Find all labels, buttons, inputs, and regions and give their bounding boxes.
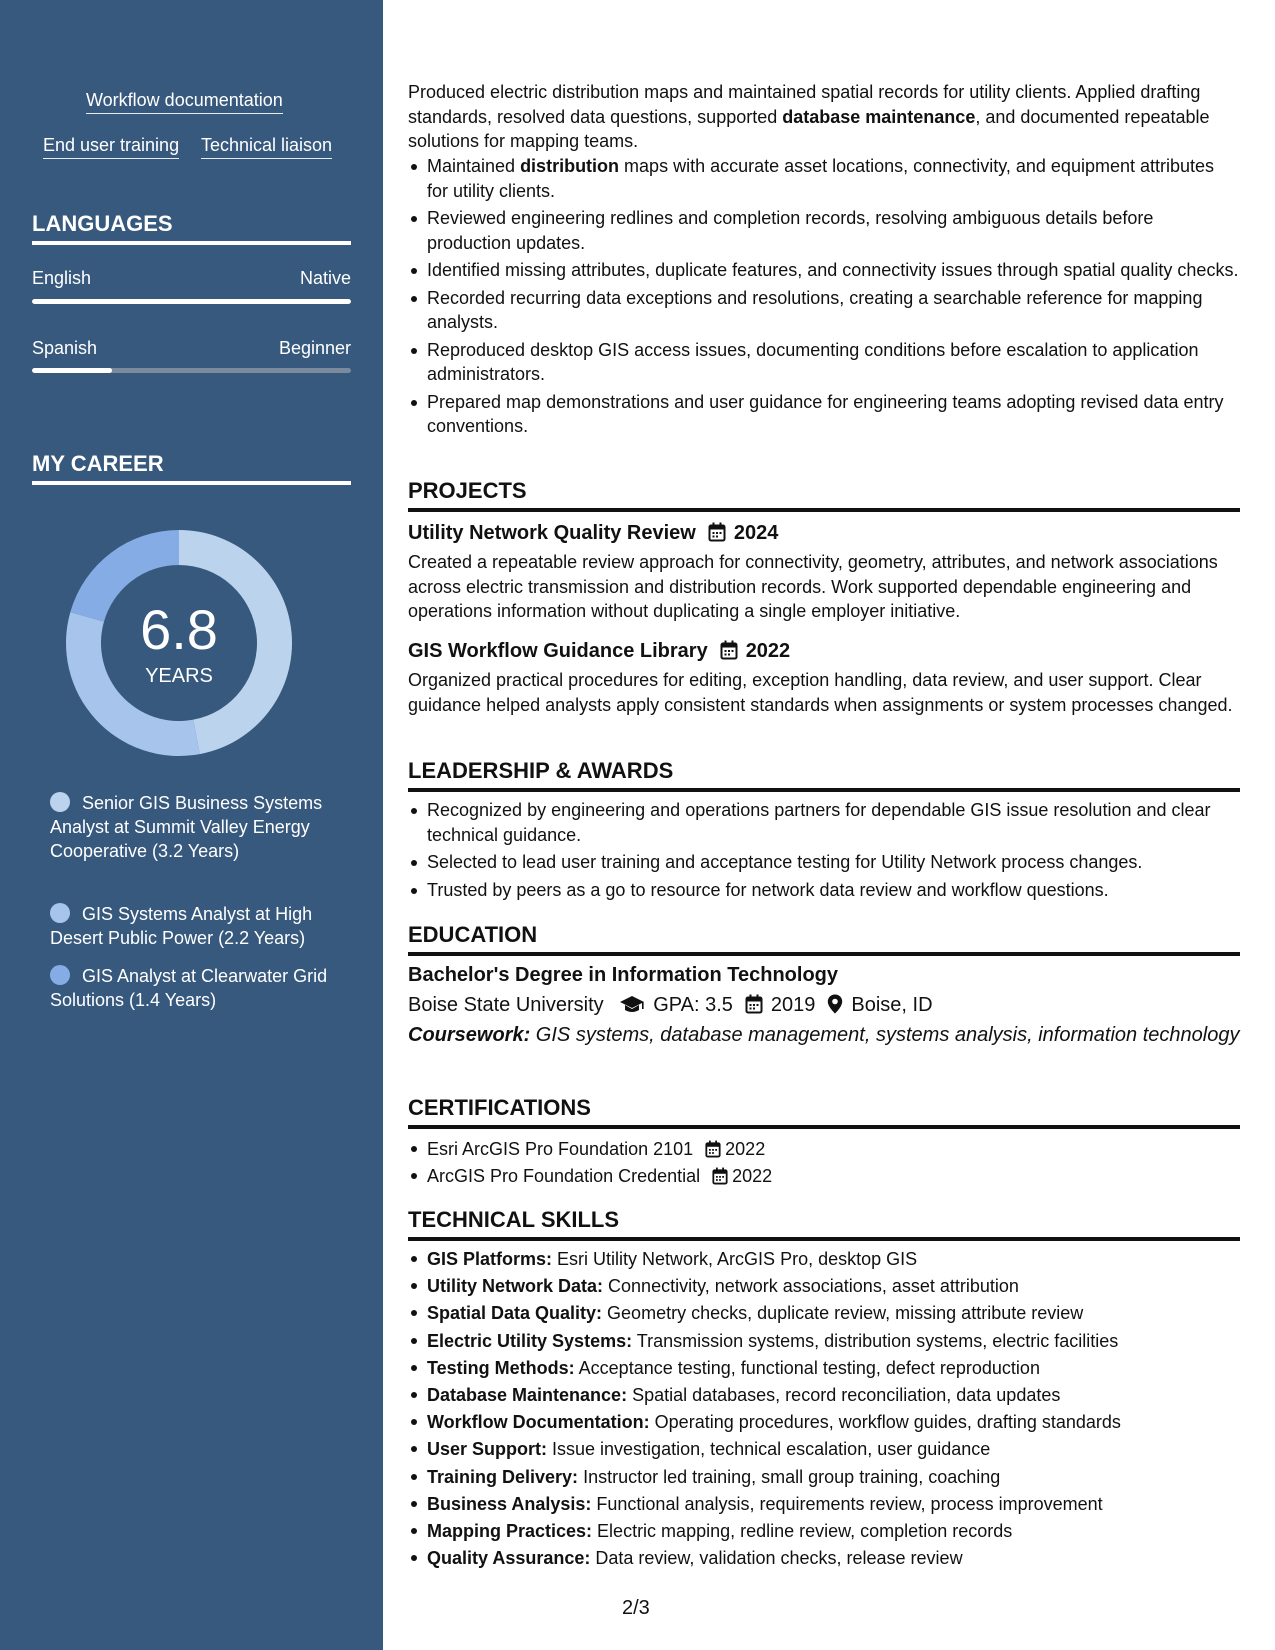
graduation-cap-icon: [619, 994, 645, 1014]
experience-bullets: [408, 154, 1240, 439]
list-item: [408, 1491, 1240, 1518]
list-item: [408, 154, 1240, 203]
list-item: Reproduced desktop GIS access issues, documenting conditions before escalation to application administrators.: [408, 338, 1240, 387]
list-item: [408, 1545, 1240, 1572]
skill-category: Electric Utility Systems:: [427, 1330, 633, 1351]
career-total-years: 6.8: [140, 598, 218, 661]
list-item: [408, 1273, 1240, 1300]
list-item: [408, 1464, 1240, 1491]
project-description-1: Created a repeatable review approach for connectivity, geometry, attributes, and network associations across electric transmission and distribution records. Work supported dependable engineering and operations information without duplicating a single employer initiative.: [408, 552, 1218, 621]
skill-values: Data review, validation checks, release review: [590, 1548, 963, 1569]
calendar-icon: [745, 994, 763, 1014]
coursework-label: Coursework:: [408, 1024, 531, 1046]
skill-category: Business Analysis:: [427, 1493, 592, 1514]
project-title-text: GIS Workflow Guidance Library: [408, 640, 708, 662]
career-item-1: [50, 791, 340, 863]
skill-category: Workflow Documentation:: [427, 1412, 650, 1433]
school-name: Boise State University: [408, 994, 604, 1016]
list-item: Prepared map demonstrations and user guidance for engineering teams adopting revised data entry conventions.: [408, 390, 1240, 439]
language-bar-english: [32, 299, 351, 304]
certification-name: ArcGIS Pro Foundation Credential: [427, 1166, 701, 1186]
list-item: Recorded recurring data exceptions and resolutions, creating a searchable reference for mapping analysts.: [408, 286, 1240, 335]
skill-category: User Support:: [427, 1439, 548, 1460]
skill-values: Operating procedures, workflow guides, drafting standards: [649, 1412, 1121, 1433]
skill-category: GIS Platforms:: [427, 1249, 553, 1269]
leadership-heading: LEADERSHIP & AWARDS: [408, 758, 1240, 792]
list-item: [408, 1163, 1240, 1189]
education-heading: EDUCATION: [408, 922, 1240, 956]
language-level: Native: [299, 268, 351, 288]
skill-values: Connectivity, network associations, asset attribution: [603, 1276, 1019, 1297]
skill-category: Database Maintenance:: [427, 1385, 628, 1406]
list-item: [408, 1136, 1240, 1162]
skill-category: Utility Network Data:: [427, 1276, 604, 1297]
list-item: Trusted by peers as a go to resource for network data review and workflow questions.: [408, 878, 1240, 903]
list-item: [408, 1246, 1240, 1273]
skill-values: Instructor led training, small group training, coaching: [578, 1466, 1001, 1487]
skill-values: Functional analysis, requirements review, process improvement: [591, 1493, 1103, 1514]
skill-values: Acceptance testing, functional testing, defect reproduction: [574, 1357, 1040, 1378]
project-description-2: Organized practical procedures for editing, exception handling, data review, and user support. Clear guidance helped analysts apply consistent standards when assignments or system processes changed.: [408, 670, 1233, 715]
language-level: Beginner: [278, 338, 351, 358]
bullet-bold: distribution: [520, 156, 620, 176]
language-bar-fill: [32, 299, 351, 304]
summary-text-end: , and documented repeatable solutions for mapping teams.: [408, 106, 1210, 151]
certifications-heading: CERTIFICATIONS: [408, 1095, 1240, 1129]
certification-year: 2022: [725, 1139, 766, 1159]
graduation-year: 2019: [770, 994, 816, 1016]
list-item: [408, 1355, 1240, 1382]
page-number: 2/3: [622, 1597, 650, 1619]
career-item-3: [50, 964, 340, 1012]
degree-title: Bachelor's Degree in Information Technology: [408, 964, 839, 986]
gpa: GPA: 3.5: [653, 994, 733, 1016]
language-bar-spanish: [32, 368, 351, 373]
summary-bold: database maintenance: [782, 106, 976, 127]
skill-category: Spatial Data Quality:: [427, 1303, 603, 1324]
project-title-text: Utility Network Quality Review: [408, 522, 696, 544]
certification-name: Esri ArcGIS Pro Foundation 2101: [427, 1139, 694, 1159]
leadership-bullets: [408, 798, 1240, 902]
career-heading: MY CAREER: [32, 451, 351, 485]
skill-values: Transmission systems, distribution systems, electric facilities: [632, 1330, 1119, 1351]
language-name: Spanish: [32, 338, 98, 358]
calendar-icon: [720, 640, 738, 660]
skill-values: Issue investigation, technical escalation, user guidance: [547, 1439, 991, 1460]
skills-list: [408, 1246, 1240, 1572]
skill-category: Mapping Practices:: [427, 1521, 593, 1542]
list-item: Selected to lead user training and acceptance testing for Utility Network process changes.: [408, 850, 1240, 875]
calendar-icon: [705, 1140, 721, 1158]
bullet-text-end: maps with accurate asset locations, connectivity, and equipment attributes for utility clients.: [427, 156, 1215, 201]
legend-dot: [50, 792, 70, 812]
projects-heading: PROJECTS: [408, 478, 1240, 512]
skill-values: Geometry checks, duplicate review, missing attribute review: [602, 1303, 1084, 1324]
language-bar-fill: [32, 368, 112, 373]
career-item-label: GIS Analyst at Clearwater Grid Solutions (1.4 Years): [50, 966, 328, 1010]
list-item: [408, 1409, 1240, 1436]
list-item: Reviewed engineering redlines and completion records, resolving ambiguous details before production updates.: [408, 206, 1240, 255]
calendar-icon: [708, 522, 726, 542]
bullet-text: Maintained: [427, 156, 521, 176]
sidebar: [0, 0, 383, 1650]
skill-category: Quality Assurance:: [427, 1548, 591, 1569]
career-item-2: [50, 902, 340, 950]
project-title-1: [408, 520, 778, 546]
location-pin-icon: [827, 994, 843, 1014]
skills-heading: TECHNICAL SKILLS: [408, 1207, 1240, 1241]
certifications-list: [408, 1136, 1240, 1189]
list-item: Recognized by engineering and operations partners for dependable GIS issue resolution and clear technical guidance.: [408, 798, 1240, 847]
skill-tag-workflow-documentation: Workflow documentation: [86, 89, 283, 114]
languages-heading: LANGUAGES: [32, 211, 351, 245]
list-item: [408, 1436, 1240, 1463]
career-item-label: GIS Systems Analyst at High Desert Public Power (2.2 Years): [50, 904, 313, 948]
legend-dot: [50, 965, 70, 985]
skill-category: Testing Methods:: [427, 1357, 575, 1378]
school-location: Boise, ID: [851, 994, 933, 1016]
skill-tag-technical-liaison: Technical liaison: [201, 134, 332, 159]
career-item-label: Senior GIS Business Systems Analyst at Summit Valley Energy Cooperative (3.2 Years): [50, 793, 323, 861]
experience-summary: [408, 80, 1240, 154]
legend-dot: [50, 903, 70, 923]
project-title-2: [408, 638, 790, 664]
summary-text: Produced electric distribution maps and maintained spatial records for utility clients. Applied drafting standards, resolved data questions, supported: [408, 82, 1201, 127]
calendar-icon: [712, 1167, 728, 1185]
skill-values: Esri Utility Network, ArcGIS Pro, desktop GIS: [552, 1249, 918, 1269]
project-year: 2024: [733, 522, 779, 544]
list-item: [408, 1300, 1240, 1327]
list-item: [408, 1328, 1240, 1355]
coursework-text: GIS systems, database management, systems analysis, information technology: [530, 1024, 1240, 1046]
coursework: [408, 1023, 1240, 1047]
skill-values: Electric mapping, redline review, completion records: [592, 1521, 1013, 1542]
language-name: English: [32, 268, 92, 288]
certification-year: 2022: [732, 1166, 773, 1186]
education-meta: [408, 992, 933, 1018]
list-item: [408, 1382, 1240, 1409]
skill-values: Spatial databases, record reconciliation, data updates: [627, 1385, 1061, 1406]
career-total-unit: YEARS: [145, 665, 213, 687]
list-item: Identified missing attributes, duplicate features, and connectivity issues through spatial quality checks.: [408, 258, 1240, 283]
list-item: [408, 1518, 1240, 1545]
project-year: 2022: [745, 640, 791, 662]
skill-category: Training Delivery:: [427, 1466, 579, 1487]
skill-tag-end-user-training: End user training: [43, 134, 179, 159]
